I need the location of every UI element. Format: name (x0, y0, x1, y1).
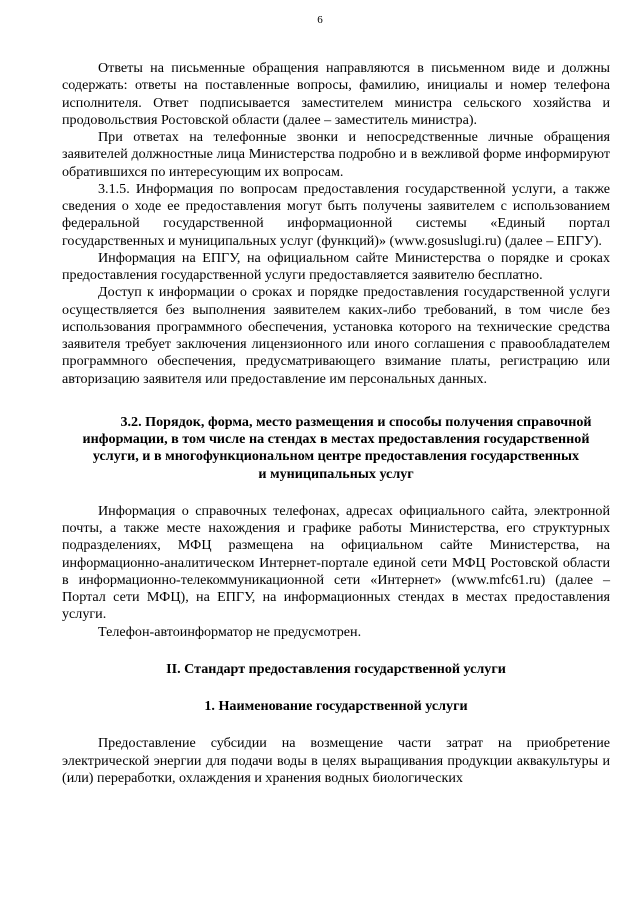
section-heading-2: II. Стандарт предоставления государственной услуги (166, 660, 506, 677)
paragraph: Информация на ЕПГУ, на официальном сайте Министерства о порядке и сроках предоставления государственной услуги предоставляется заявителю бесплатно. (62, 249, 610, 283)
paragraph: Ответы на письменные обращения направляются в письменном виде и должны содержать: ответы на поставленные вопросы, фамилию, инициалы и номер телефона исполнителя. Ответ подписывается заместителем министра сельского хозяйства и продовольствия Ростовской области (далее – заместитель министра). (62, 60, 610, 128)
section-heading-3-2 (62, 414, 610, 483)
heading-line: и муниципальных услуг (258, 465, 414, 482)
paragraph: Предоставление субсидии на возмещение части затрат на приобретение электрической энергии для подачи воды в целях выращивания продукции аквакультуры и (или) переработки, охлаждения и хранения водных биологических (62, 735, 610, 786)
heading-line: информации, в том числе на стендах в местах предоставления государственной (82, 431, 590, 447)
spacer (62, 678, 610, 698)
document-body (62, 60, 610, 787)
spacer (62, 715, 610, 735)
paragraph: Информация о справочных телефонах, адресах официального сайта, электронной почты, а также месте нахождения и графике работы Министерства, его структурных подразделениях, МФЦ размещена на официальном сайте Министерства, на информационно-аналитическом Интернет-портале единой сети МФЦ Ростовской области в информационно-телекоммуникационной сети «Интернет» (www.mfc61.ru) (далее – Портал сети МФЦ), на ЕПГУ, на информационных стендах в местах предоставления услуги. (62, 502, 610, 623)
spacer (62, 641, 610, 661)
spacer (62, 483, 610, 503)
paragraph: 3.1.5. Информация по вопросам предоставления государственной услуги, а также сведения о ходе ее предоставления могут быть получены заявителем с использованием федеральной государственной информационной системы «Единый портал государственных и муниципальных услуг (функций)» (www.gosuslugi.ru) (далее – ЕПГУ). (62, 180, 610, 249)
spacer (62, 388, 610, 414)
paragraph: При ответах на телефонные звонки и непосредственные личные обращения заявителей должностные лица Министерства подробно и в вежливой форме информируют обратившихся по интересующим их вопросам. (62, 129, 610, 180)
paragraph: Доступ к информации о сроках и порядке предоставления государственной услуги осуществляется без выполнения заявителем каких-либо требований, в том числе без использования программного обеспечения, установка которого на технические средства заявителя требует заключения лицензионного или иного соглашения с правообладателем программного обеспечения, предусматривающего взимание платы, регистрацию или авторизацию заявителя или предоставление им персональных данных. (62, 284, 610, 387)
page-number: 6 (317, 14, 323, 26)
heading-line: услуги, и в многофункциональном центре предоставления государственных (92, 448, 580, 465)
heading-line: 3.2. Порядок, форма, место размещения и способы получения справочной (120, 413, 592, 430)
paragraph: Телефон-автоинформатор не предусмотрен. (98, 623, 362, 640)
subsection-heading-1: 1. Наименование государственной услуги (204, 698, 468, 714)
